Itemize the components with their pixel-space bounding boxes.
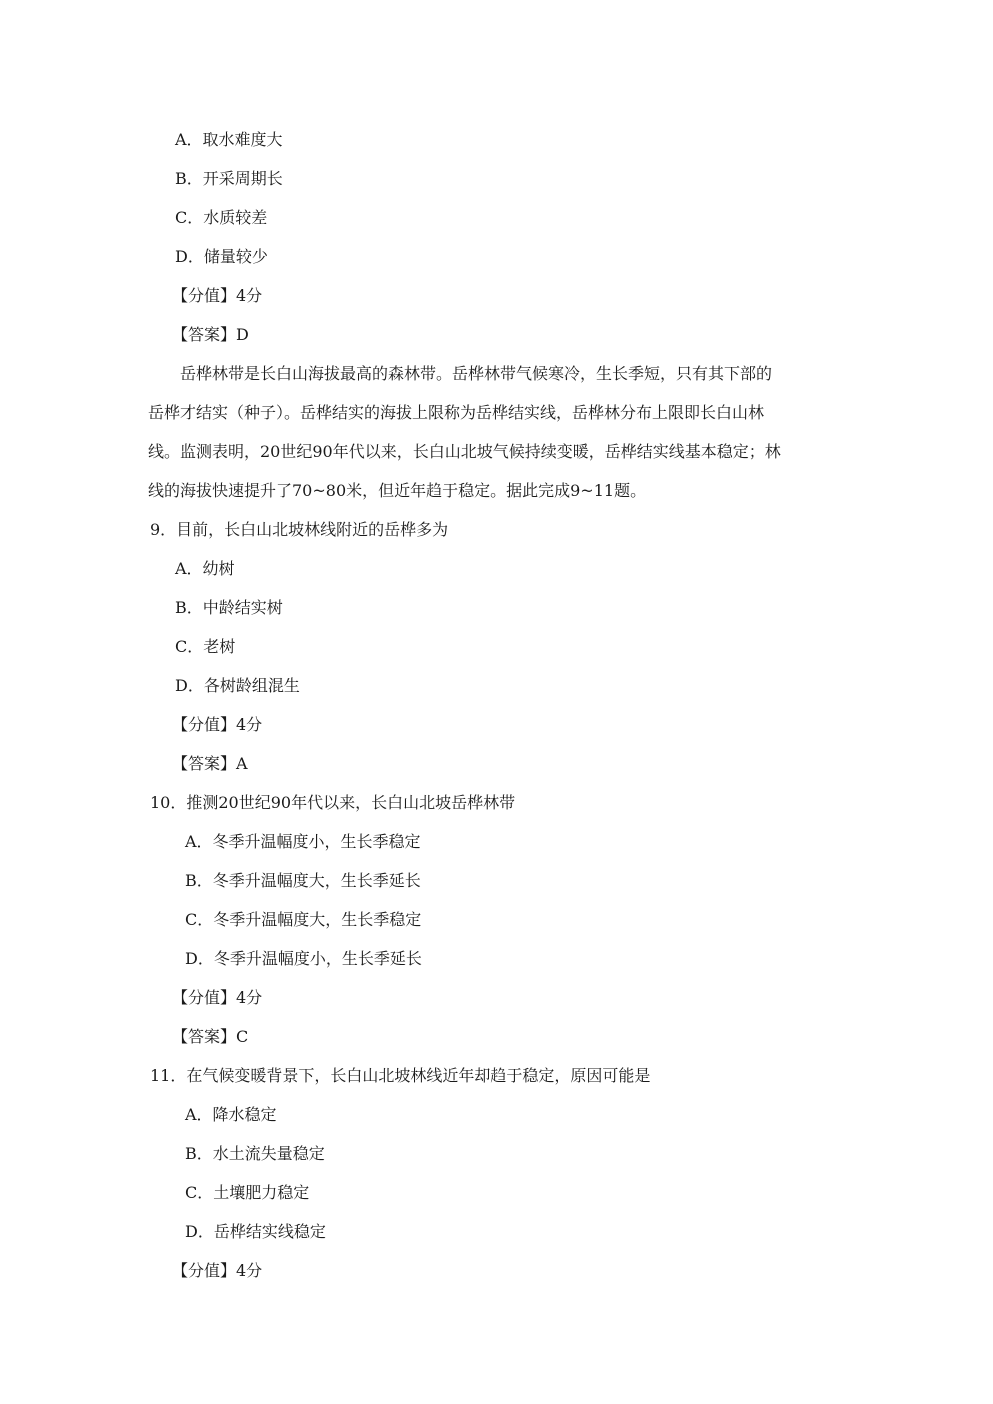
q9-option-d: D．各树龄组混生 xyxy=(175,676,300,695)
q11-option-d: D．岳桦结实线稳定 xyxy=(185,1222,326,1241)
q9-option-b: B．中龄结实树 xyxy=(175,598,283,617)
prev-answer: 【答案】D xyxy=(172,325,249,344)
passage-line-2: 岳桦才结实（种子）。岳桦结实的海拔上限称为岳桦结实线，岳桦林分布上限即长白山林 xyxy=(148,403,765,422)
q9-score: 【分值】4分 xyxy=(172,715,263,734)
q10-score: 【分值】4分 xyxy=(172,988,263,1007)
prev-score: 【分值】4分 xyxy=(172,286,263,305)
q11-option-c: C．土壤肥力稳定 xyxy=(185,1183,310,1202)
q11-option-a: A．降水稳定 xyxy=(185,1105,277,1124)
q10-answer: 【答案】C xyxy=(172,1027,249,1046)
q10-option-d: D．冬季升温幅度小，生长季延长 xyxy=(185,949,422,968)
q10-option-c: C．冬季升温幅度大，生长季稳定 xyxy=(185,910,422,929)
q10-option-a: A．冬季升温幅度小，生长季稳定 xyxy=(185,832,421,851)
q9-answer: 【答案】A xyxy=(172,754,248,773)
q10-option-b: B．冬季升温幅度大，生长季延长 xyxy=(185,871,421,890)
q11-score: 【分值】4分 xyxy=(172,1261,263,1280)
q11-stem: 11．在气候变暖背景下，长白山北坡林线近年却趋于稳定，原因可能是 xyxy=(150,1066,651,1085)
prev-option-d: D．储量较少 xyxy=(175,247,268,266)
passage-line-3: 线。监测表明，20世纪90年代以来，长白山北坡气候持续变暖，岳桦结实线基本稳定；林 xyxy=(148,442,781,461)
q9-stem: 9．目前，长白山北坡林线附近的岳桦多为 xyxy=(150,520,449,539)
prev-option-b: B．开采周期长 xyxy=(175,169,283,188)
prev-option-a: A．取水难度大 xyxy=(175,130,283,149)
passage-line-1: 岳桦林带是长白山海拔最高的森林带。岳桦林带气候寒冷，生长季短，只有其下部的 xyxy=(148,364,773,383)
q10-stem: 10．推测20世纪90年代以来，长白山北坡岳桦林带 xyxy=(150,793,516,812)
q9-option-c: C．老树 xyxy=(175,637,236,656)
prev-option-c: C．水质较差 xyxy=(175,208,268,227)
q9-option-a: A．幼树 xyxy=(175,559,235,578)
passage-line-4: 线的海拔快速提升了70~80米，但近年趋于稳定。据此完成9~11题。 xyxy=(148,481,647,500)
q11-option-b: B．水土流失量稳定 xyxy=(185,1144,325,1163)
